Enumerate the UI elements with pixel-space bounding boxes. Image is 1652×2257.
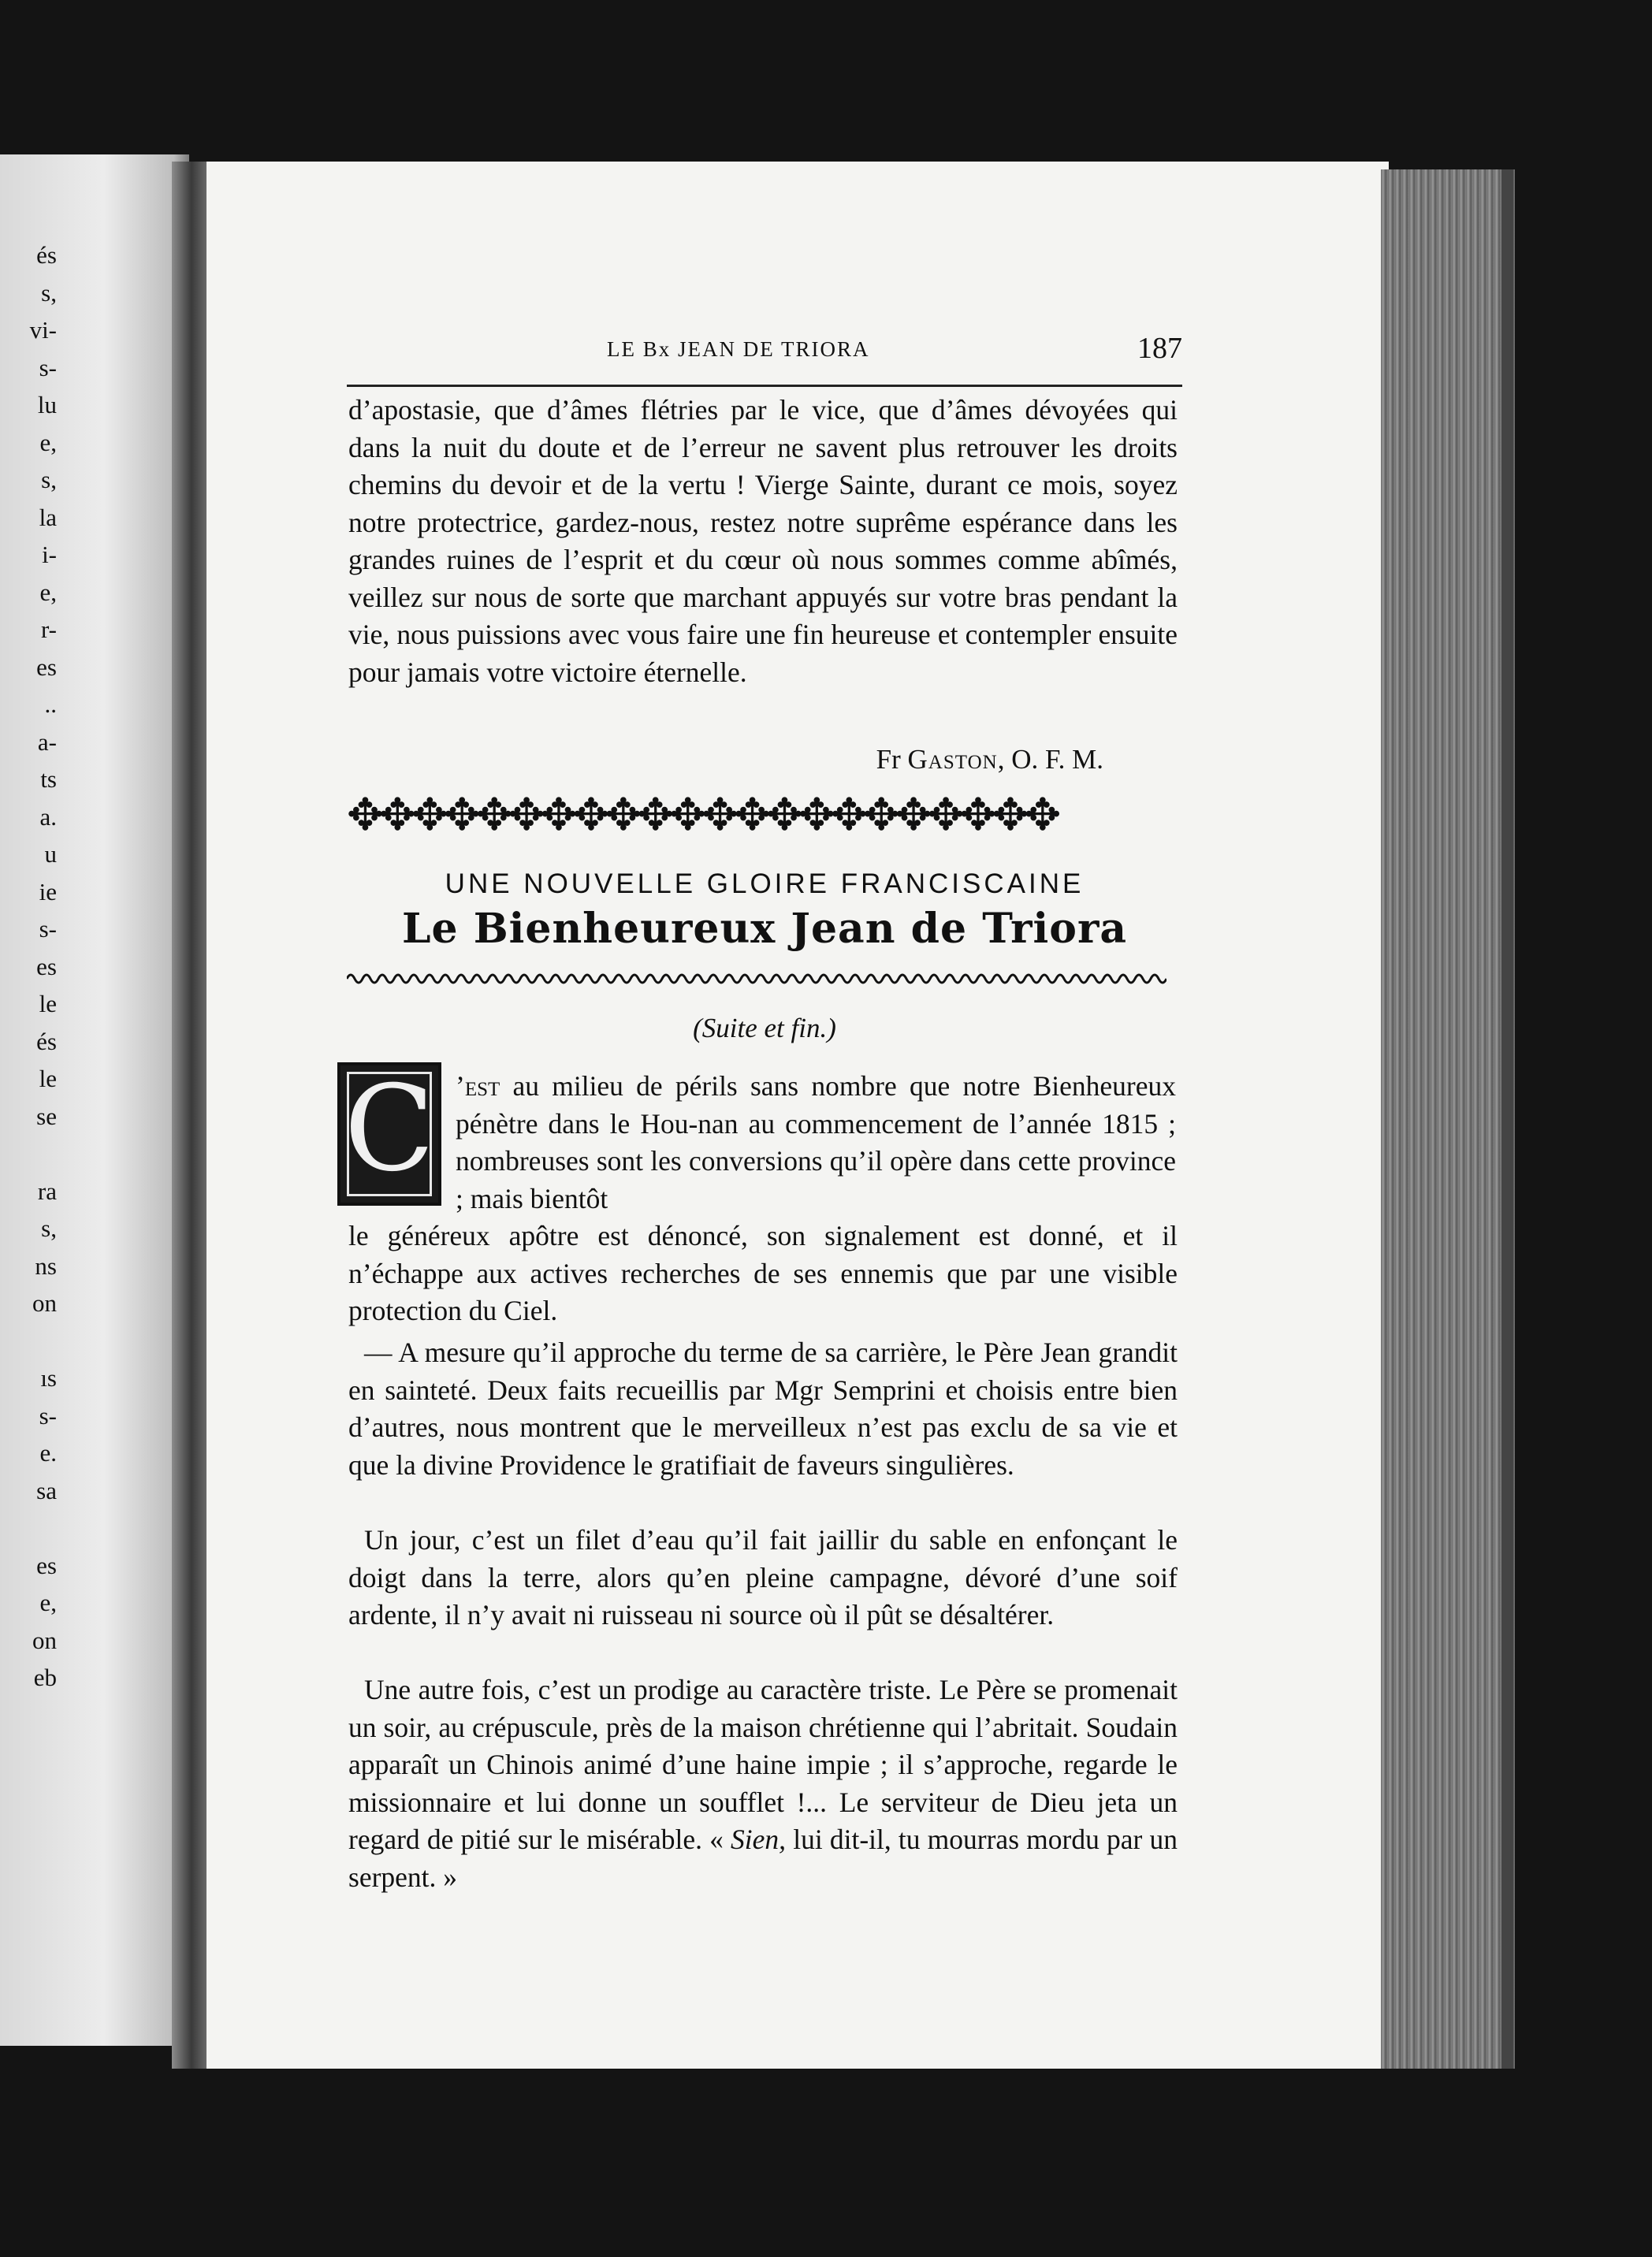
first-paragraph-continuation: le généreux apôtre est dénoncé, son signalement est donné, et il n’échappe aux actives recherches de ses ennemis que par une visible protection du Ciel. xyxy=(348,1220,1178,1326)
left-fragment-line: ie xyxy=(39,877,57,905)
left-fragment-line: r- xyxy=(40,615,57,643)
drop-cap xyxy=(337,1062,441,1206)
signature-suffix: , O. F. M. xyxy=(997,744,1103,775)
article-title: Le Bienheureux Jean de Triora xyxy=(401,905,1128,953)
left-fragment-line: e. xyxy=(39,1439,57,1467)
left-fragment-line: e, xyxy=(39,578,57,606)
first-paragraph-lead: ’est xyxy=(456,1070,500,1102)
top-paragraph: d’apostasie, que d’âmes flétries par le vice, que d’âmes dévoyées qui dans la nuit du doute et de l’erreur ne savent plus retrouver les droits chemins du devoir et de la vertu ! Vierge Sainte, durant ce mois, soyez notre protectrice, gardez-nous, restez notre suprême espérance dans les grandes ruines de l’esprit et du cœur où nous sommes comme abîmés, veillez sur nous de sorte que marchant appuyés sur votre bras pendant la vie, nous puissions avec vous faire une fin heureuse et contempler ensuite pour jamais votre victoire éternelle. xyxy=(348,394,1178,688)
page-edges-shadow xyxy=(1501,169,1513,2069)
left-fragment-line: se xyxy=(36,1102,57,1130)
book-gutter xyxy=(172,162,211,2069)
left-fragment-line: es xyxy=(36,1551,57,1579)
left-fragment-line: sa xyxy=(36,1476,57,1504)
left-fragment-line: es xyxy=(36,952,57,980)
left-fragment-line: s, xyxy=(41,1214,57,1242)
signature xyxy=(788,744,1103,775)
paragraph-4-text-b: lui dit-il, tu mourras mordu par un serpent. » xyxy=(348,1824,1178,1893)
left-fragment-line: és xyxy=(36,1027,57,1055)
drop-cap-letter: C xyxy=(344,1061,435,1198)
left-fragment-line: u xyxy=(44,840,57,868)
left-fragment-line: la xyxy=(39,503,57,531)
page-number: 187 xyxy=(1137,332,1182,365)
left-fragment-line: ts xyxy=(40,765,57,793)
subtitle: (Suite et fin.) xyxy=(693,1013,836,1043)
first-paragraph-text-a: au milieu de périls sans nombre que notre Bienheureux pénètre dans le Hou-nan au commencement de l’année 1815 ; nombreuses sont les conversions qu’il opère dans cette province ; mais bientôt xyxy=(456,1070,1176,1214)
left-fragment-line: le xyxy=(39,1065,57,1092)
signature-prefix: Fr xyxy=(876,744,901,775)
left-fragment-line: és xyxy=(36,241,57,269)
running-head-title: LE Bx JEAN DE TRIORA xyxy=(607,337,870,361)
left-fragment-line xyxy=(0,1135,57,1173)
left-fragment-line: i- xyxy=(42,541,57,568)
left-fragment-line: a- xyxy=(37,727,57,756)
left-fragment-line: s, xyxy=(41,278,57,307)
left-fragment-line: lu xyxy=(37,391,57,418)
left-fragment-line: ıs xyxy=(40,1364,57,1392)
left-fragment-line: ns xyxy=(35,1251,57,1280)
left-fragment-line: eb xyxy=(33,1664,57,1691)
left-fragment-line: on xyxy=(32,1289,57,1317)
left-fragment-line: ra xyxy=(37,1177,57,1205)
paragraph-2: — A mesure qu’il approche du terme de sa carrière, le Père Jean grandit en sainteté. Deux faits recueillis par Mgr Semprini et choisis entre bien d’autres, nous montrent que le merveilleux n’est pas exclu de sa vie et que la divine Providence le gratifiait de faveurs singulières. xyxy=(348,1337,1178,1481)
page-edges xyxy=(1381,169,1515,2069)
paragraph-4-italic: Sien, xyxy=(731,1824,787,1855)
paragraph-4 xyxy=(348,1671,1178,1896)
left-fragment-line: le xyxy=(39,990,57,1017)
signature-name: Gaston xyxy=(907,744,998,775)
left-fragment-line: s- xyxy=(39,353,57,381)
ornament-divider: ✥✥✥✥✥✥✥✥✥✥✥✥✥✥✥✥✥✥✥✥✥✥ xyxy=(347,790,1057,841)
left-fragment-line: e, xyxy=(39,1589,57,1616)
left-fragment-line xyxy=(0,1322,57,1360)
left-fragment-line: a. xyxy=(39,802,57,831)
left-fragment-line: s- xyxy=(39,915,57,943)
left-fragment-line xyxy=(0,1509,57,1547)
first-paragraph-opening xyxy=(456,1068,1176,1218)
paragraph-4-text-a: Une autre fois, c’est un prodige au caractère triste. Le Père se promenait un soir, au crépuscule, près de la maison chrétienne qui l’abritait. Soudain apparaît un Chinois animé d’une haine impie ; il s’approche, regarde le missionnaire et lui donne un soufflet !... Le serviteur de Dieu jeta un regard de pitié sur le misérable. « xyxy=(348,1674,1178,1855)
left-fragment-line: .. xyxy=(44,690,57,718)
wavy-rule xyxy=(347,968,1166,990)
left-page-text-fragments xyxy=(0,236,57,1697)
section-title: UNE NOUVELLE GLOIRE FRANCISCAINE xyxy=(445,868,1085,899)
paragraph-3: Un jour, c’est un filet d’eau qu’il fait jaillir du sable en enfonçant le doigt dans la terre, alors qu’en pleine campagne, dévoré d’une soif ardente, il n’y avait ni ruisseau ni source où il pût se désaltérer. xyxy=(348,1524,1178,1630)
header-rule xyxy=(347,385,1182,387)
left-fragment-line: es xyxy=(36,653,57,681)
left-fragment-line: on xyxy=(32,1626,57,1654)
running-head xyxy=(347,331,1182,378)
left-fragment-line: e, xyxy=(39,428,57,456)
left-fragment-line: vi- xyxy=(29,316,57,344)
left-fragment-line: s- xyxy=(39,1401,57,1430)
left-fragment-line: s, xyxy=(41,466,57,493)
